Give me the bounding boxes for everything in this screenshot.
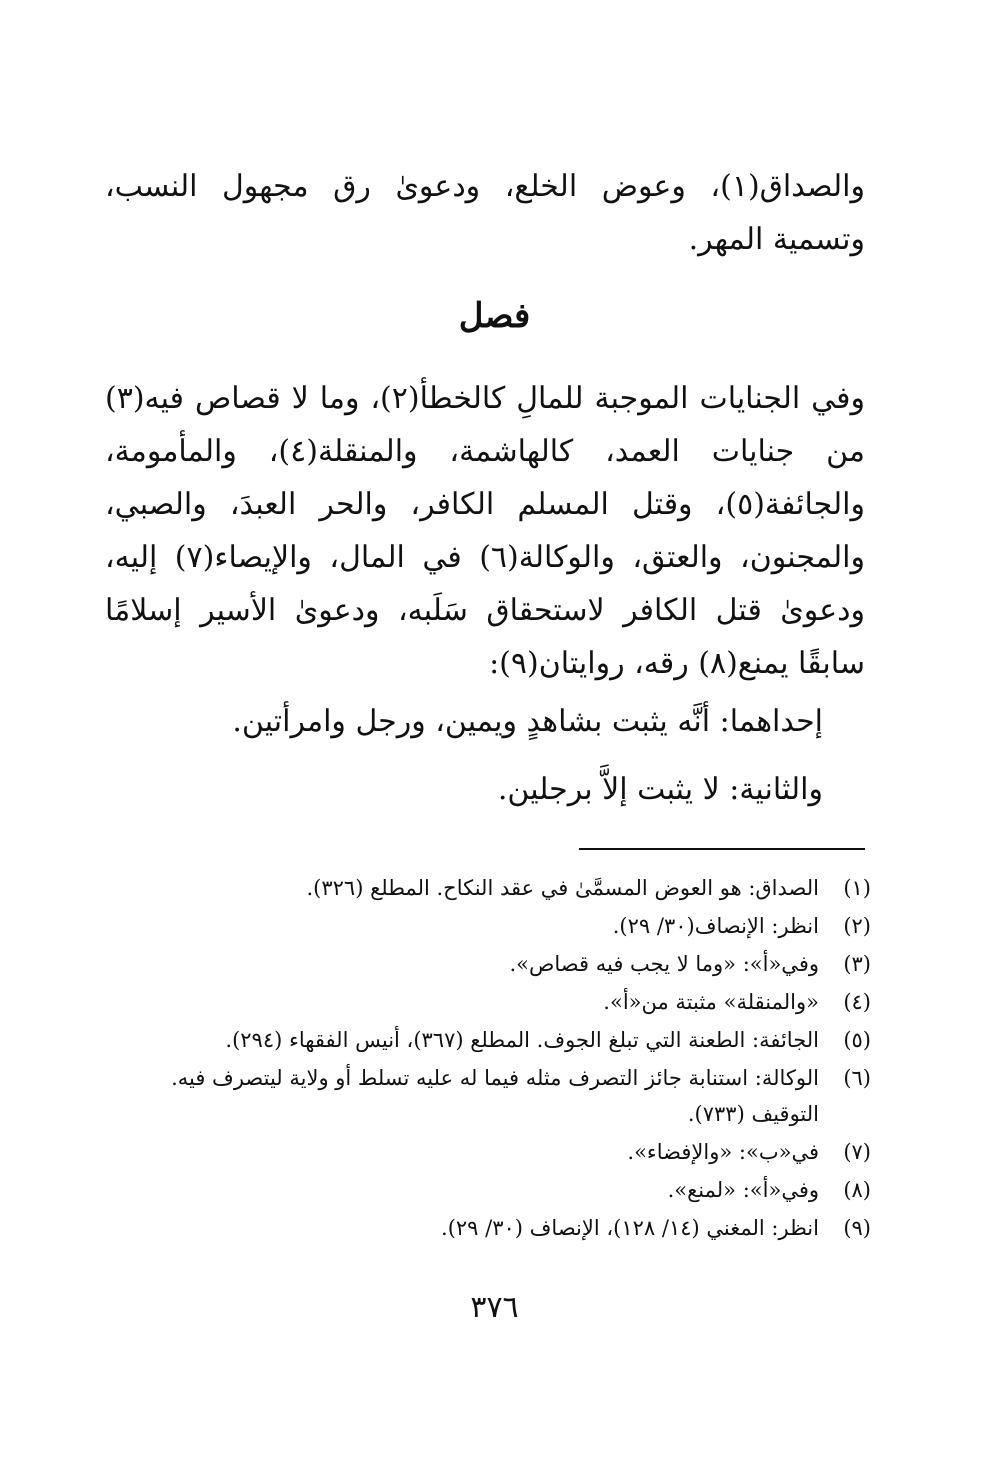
narration-first: إحداهما: أنَّه يثبت بشاهدٍ ويمين، ورجل وامرأتين. (232, 704, 823, 739)
footnote-text: في«ب»: «والإفضاء». (627, 1140, 819, 1164)
footnote-text: انظر: الإنصاف(٣٠/ ٢٩). (612, 914, 819, 938)
footnote-text: الجائفة: الطعنة التي تبلغ الجوف. المطلع (٣٦٧)، أنيس الفقهاء (٢٩٤). (225, 1028, 819, 1052)
narration-second: والثانية: لا يثبت إلاَّ برجلين. (497, 772, 823, 807)
footnote-item (115, 870, 875, 906)
footnote-item (115, 1210, 875, 1246)
footnote-item (115, 984, 875, 1020)
footnote-text: الوكالة: استنابة جائز التصرف مثله فيما له عليه تسلط أو ولاية ليتصرف فيه. التوقيف (٧٣٣). (171, 1066, 819, 1126)
footnote-number: (٧) (843, 1140, 871, 1164)
footnote-item (115, 1172, 875, 1208)
footnote-item (115, 908, 875, 944)
page-number: ٣٧٦ (470, 1290, 519, 1325)
footnote-number: (٤) (843, 990, 871, 1014)
footnote-text: وفي«أ»: «لمنع». (667, 1178, 819, 1202)
footnote-separator (579, 848, 865, 850)
body-paragraph-2: وفي الجنايات الموجبة للمالِ كالخطأ(٢)، وما لا قصاص فيه(٣) من جنايات العمد، كالهاشمة، والمنقلة(٤)، والمأمومة، والجائفة(٥)، وقتل المسلم الكافر، والحر العبدَ، والصبي، والمجنون، والعتق، والوكالة(٦) في المال، والإيصاء(٧) إليه، ودعوىٰ قتل الكافر لاستحقاق سَلَبه، ودعوىٰ الأسير إسلامًا سابقًا يمنع(٨) رقه، روايتان(٩): (105, 381, 865, 681)
footnote-number: (٨) (843, 1178, 871, 1202)
footnote-item (115, 1060, 875, 1132)
footnote-item (115, 1022, 875, 1058)
footnote-text: وفي«أ»: «وما لا يجب فيه قصاص». (509, 952, 819, 976)
footnote-item (115, 1134, 875, 1170)
footnote-text: انظر: المغني (١٤/ ١٢٨)، الإنصاف (٣٠/ ٢٩). (441, 1216, 819, 1240)
section-heading: فصل (458, 296, 531, 336)
footnote-number: (٦) (843, 1066, 871, 1090)
footnote-text: «والمنقلة» مثبتة من«أ». (603, 990, 819, 1014)
footnote-number: (١) (843, 876, 871, 900)
footnote-item (115, 946, 875, 982)
footnote-number: (٣) (843, 952, 871, 976)
footnote-number: (٢) (843, 914, 871, 938)
footnote-number: (٥) (843, 1028, 871, 1052)
footnote-number: (٩) (843, 1216, 871, 1240)
body-paragraph-1: والصداق(١)، وعوض الخلع، ودعوىٰ رق مجهول النسب، وتسمية المهر. (105, 169, 865, 257)
footnote-text: الصداق: هو العوض المسمَّىٰ في عقد النكاح. المطلع (٣٢٦). (306, 876, 819, 900)
footnotes-list (115, 870, 875, 1248)
